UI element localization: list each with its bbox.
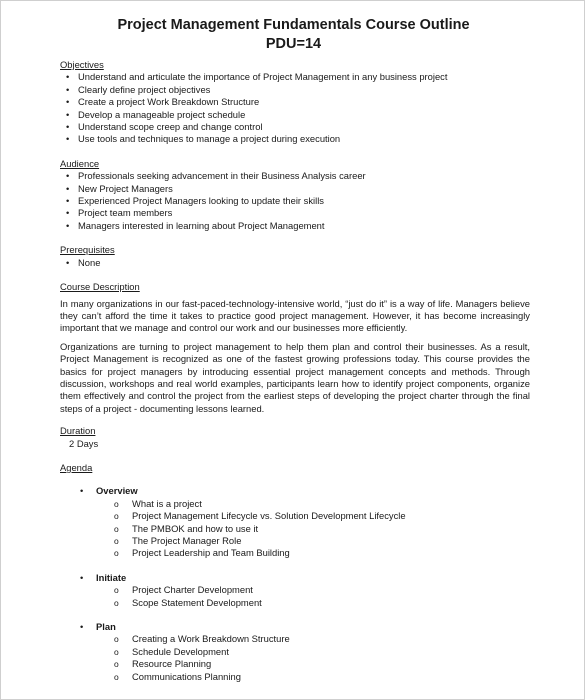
objective-item: • Understand scope creep and change control (60, 121, 530, 133)
course-description-paragraph: Organizations are turning to project management to help them plan and control their businesses. As a result, Project Management is recognized as one of the fastest growing professions today. This course provides the basics for project managers by introducing essential project management concepts and methods. Through discussion, workshops and real world examples, participants learn how to identify project components, organize them effectively and control the project from the earliest steps of developing the project charter through the final steps of a project - documenting lessons learned. (60, 340, 530, 414)
course-description-paragraph: In many organizations in our fast-paced-technology-intensive world, “just do it” is a way of life. Managers believe they can’t afford the time it takes to practice good project management. However, it has become increasingly important that we manage and control our work and our businesses more efficiently. (60, 297, 530, 334)
agenda-section-title: • Plan (80, 621, 530, 633)
audience-item: • Professionals seeking advancement in their Business Analysis career (60, 170, 530, 182)
course-description-section (60, 281, 530, 415)
course-description-heading: Course Description (60, 281, 140, 293)
agenda-item: o Schedule Development (114, 646, 530, 658)
agenda-item: o Project Charter Development (114, 584, 530, 596)
audience-item: • Experienced Project Managers looking to update their skills (60, 195, 530, 207)
agenda-section-title: • Initiate (80, 572, 530, 584)
agenda-section (60, 462, 530, 683)
agenda-section-title: • Overview (80, 485, 530, 497)
prerequisites-list (60, 257, 530, 269)
objective-item: • Clearly define project objectives (60, 84, 530, 96)
audience-heading: Audience (60, 157, 100, 169)
objective-item: • Develop a manageable project schedule (60, 109, 530, 121)
agenda-overview (80, 485, 530, 559)
prerequisite-item: • None (60, 257, 530, 269)
agenda-item: o The PMBOK and how to use it (114, 523, 530, 535)
audience-section (60, 158, 530, 232)
agenda-overview-list (80, 498, 530, 560)
audience-item: • Project team members (60, 207, 530, 219)
duration-section (60, 425, 530, 450)
duration-heading: Duration (60, 425, 96, 437)
objectives-list (60, 71, 530, 145)
agenda-heading: Agenda (60, 461, 93, 473)
objectives-section (60, 59, 530, 146)
agenda-item: o Creating a Work Breakdown Structure (114, 633, 530, 645)
objective-item: • Use tools and techniques to manage a project during execution (60, 133, 530, 145)
agenda-item: o The Project Manager Role (114, 535, 530, 547)
audience-list (60, 170, 530, 232)
agenda-plan (80, 621, 530, 683)
agenda-initiate-list (80, 584, 530, 609)
audience-item: • New Project Managers (60, 183, 530, 195)
agenda-item: o Project Management Lifecycle vs. Solution Development Lifecycle (114, 510, 530, 522)
objective-item: • Create a project Work Breakdown Structure (60, 96, 530, 108)
document-title: Project Management Fundamentals Course Outline (117, 17, 470, 33)
agenda-item: o Project Leadership and Team Building (114, 547, 530, 559)
agenda-item: o Communications Planning (114, 671, 530, 683)
agenda-item: o What is a project (114, 498, 530, 510)
agenda-item: o Resource Planning (114, 658, 530, 670)
audience-item: • Managers interested in learning about Project Management (60, 220, 530, 232)
document-subtitle: PDU=14 (265, 36, 322, 52)
agenda-initiate (80, 572, 530, 609)
objectives-heading: Objectives (60, 59, 104, 70)
duration-value: 2 Days (69, 437, 99, 449)
objective-item: • Understand and articulate the importance of Project Management in any business project (60, 71, 530, 83)
document-body (60, 59, 530, 683)
prerequisites-heading: Prerequisites (60, 244, 115, 256)
agenda-plan-list (80, 633, 530, 683)
prerequisites-section (60, 244, 530, 269)
agenda-item: o Scope Statement Development (114, 597, 530, 609)
